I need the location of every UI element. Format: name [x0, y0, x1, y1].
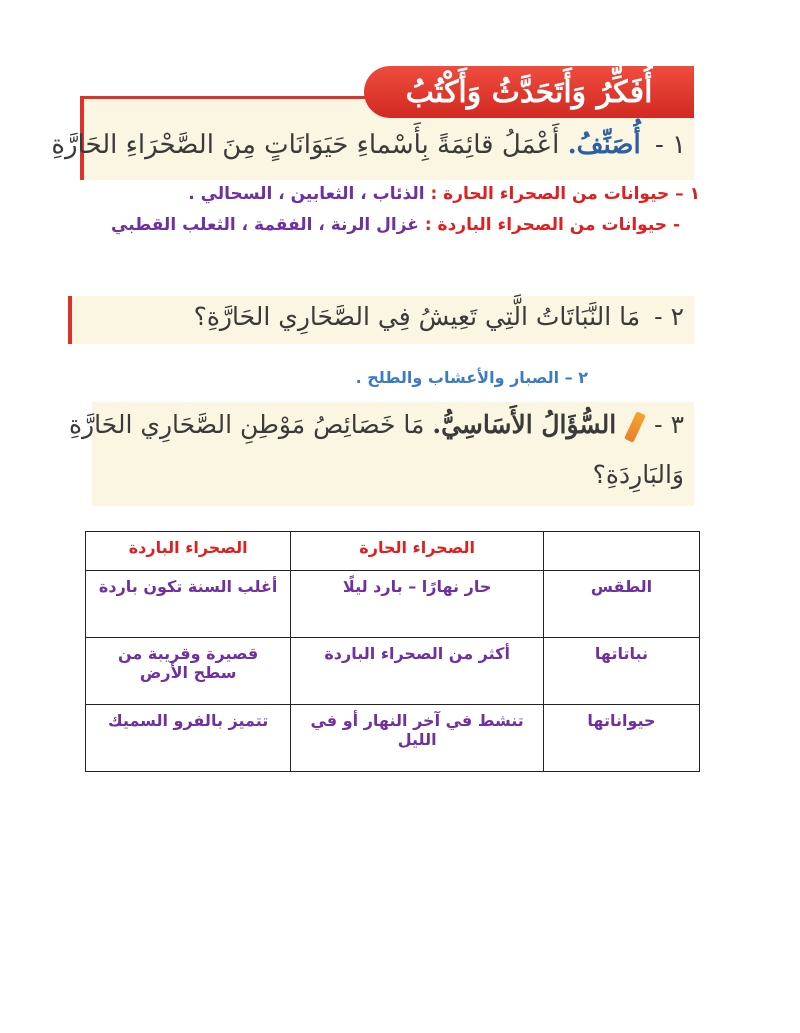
cell-cold: أغلب السنة تكون باردة [86, 571, 291, 638]
table-header-row [86, 532, 700, 571]
cell-cold: قصيرة وقريبة من سطح الأرض [86, 638, 291, 705]
row-label-animals: حيواناتها [543, 705, 699, 772]
answer-1-hot-value: الذئاب ، الثعابين ، السحالي . [188, 184, 425, 204]
table-row [86, 638, 700, 705]
answer-1-cold-label: - حيوانات من الصحراء الباردة : [424, 215, 680, 235]
cell-hot: حار نهارًا – بارد ليلًا [291, 571, 544, 638]
answer-1-line-2 [111, 215, 680, 235]
lesson-header [51, 66, 694, 180]
question-1-number: ١ - [654, 130, 686, 160]
question-2-number: ٢ - [654, 302, 684, 331]
desert-comparison-table [85, 531, 700, 772]
question-1-text: أَعْمَلُ قائِمَةً بِأَسْماءِ حَيَوَانَاتٍ مِنَ الصَّحْرَاءِ الحَارَّةِ [51, 130, 560, 160]
pencil-icon [624, 411, 646, 442]
table-row [86, 705, 700, 772]
row-label-plants: نباتاتها [543, 638, 699, 705]
question-2-text: مَا النَّبَاتَاتُ الَّتِي تَعِيشُ فِي الصَّحَارِي الحَارَّةِ؟ [193, 302, 641, 331]
cell-hot: أكثر من الصحراء الباردة [291, 638, 544, 705]
answer-2: ٢ – الصبار والأعشاب والطلح . [355, 368, 588, 387]
answer-1-line-1 [188, 184, 700, 204]
question-2-box [68, 296, 694, 344]
table-header-hot: الصحراء الحارة [291, 532, 544, 571]
table-header-empty [543, 532, 699, 571]
question-3-number: ٣ - [654, 410, 684, 439]
question-3-line-2: وَالبَارِدَةِ؟ [592, 460, 684, 489]
cell-hot: تنشط في آخر النهار أو في الليل [291, 705, 544, 772]
cell-cold: تتميز بالفرو السميك [86, 705, 291, 772]
header-title: أُفَكِّرُ وَأَتَحَدَّثُ وَأَكْتُبُ [405, 74, 653, 110]
header-banner [364, 66, 694, 118]
row-label-weather: الطقس [543, 571, 699, 638]
question-3-keyword: السُّؤَالُ الأَسَاسِيُّ. [432, 410, 617, 439]
question-1 [51, 130, 686, 160]
question-1-keyword: أُصَنِّفُ. [567, 130, 641, 160]
answer-1-cold-value: غزال الرنة ، الفقمة ، الثعلب القطبي [111, 215, 419, 235]
table-header-cold: الصحراء الباردة [86, 532, 291, 571]
table-row [86, 571, 700, 638]
question-3-box [68, 402, 694, 506]
answer-1-hot-label: ١ – حيوانات من الصحراء الحارة : [430, 184, 700, 204]
question-3-line-1 [69, 410, 684, 442]
question-2 [194, 302, 684, 331]
question-3-text: مَا خَصَائِصُ مَوْطِنِ الصَّحَارِي الحَارَّةِ [68, 410, 425, 439]
